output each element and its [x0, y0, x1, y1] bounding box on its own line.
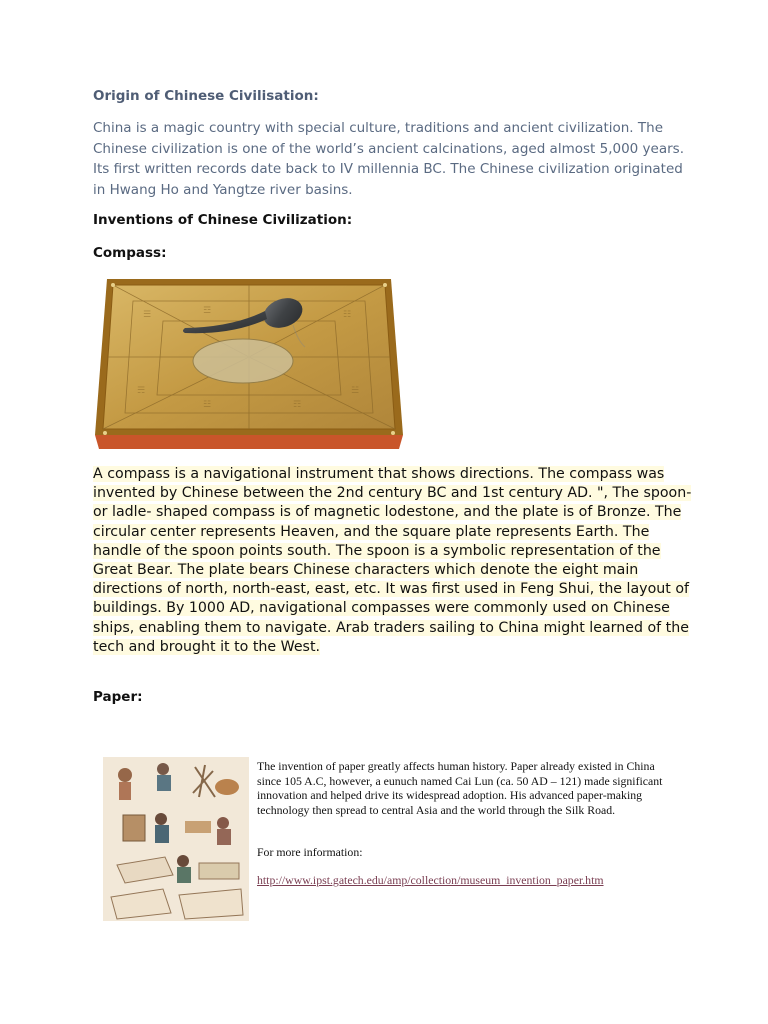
- more-information-label: For more information:: [257, 845, 363, 859]
- compass-paragraph-text: A compass is a navigational instrument that shows directions. The compass was invented by Chinese between the 2nd century BC and 1st century AD. ", The spoon- or ladle- shaped compass is of magnetic lodestone, and the plate is of Bronze. The circular center represents Heaven, and the square plate represents Earth. The handle of the spoon points south. The spoon is a symbolic representation of the Great Bear. The plate bears Chinese characters which denote the eight main directions of north, north-east, east, etc. It was first used in Feng Shui, the layout of buildings. By 1000 AD, navigational compasses were commonly used on Chinese ships, enabling them to navigate. Arab traders sailing to China might learned of the tech and brought it to the West.: [93, 466, 692, 655]
- svg-text:☳: ☳: [203, 400, 212, 410]
- svg-text:☰: ☰: [143, 310, 152, 320]
- svg-text:☲: ☲: [203, 306, 212, 316]
- origin-heading: Origin of Chinese Civilisation:: [93, 88, 319, 104]
- compass-image: [93, 273, 405, 453]
- paper-heading: Paper:: [93, 689, 143, 705]
- svg-text:☴: ☴: [137, 386, 146, 396]
- paper-paragraph: The invention of paper greatly affects human history. Paper already existed in China since 105 A.C, however, a eunuch named Cai Lun (ca. 50 AD – 121) made significant innovation and helped drive its widespread adoption. His advanced paper-making technology then spread to central Asia and the world through the Silk Road.: [257, 759, 663, 817]
- svg-text:☷: ☷: [343, 310, 352, 320]
- inventions-heading: Inventions of Chinese Civilization:: [93, 212, 353, 228]
- compass-heading: Compass:: [93, 245, 167, 261]
- origin-paragraph: China is a magic country with special culture, traditions and ancient civilization. The Chinese civilization is one of the world’s ancient calcinations, aged almost 5,000 years. Its first written records date back to IV millennia BC. The Chinese civilization originated in Hwang Ho and Yangtze river basins.: [93, 120, 684, 198]
- paper-history-link[interactable]: http://www.ipst.gatech.edu/amp/collection/museum_invention_paper.htm: [257, 873, 604, 887]
- svg-text:☱: ☱: [351, 386, 360, 396]
- svg-text:☶: ☶: [293, 400, 302, 410]
- compass-paragraph: [93, 465, 693, 657]
- papermaking-illustration: [103, 757, 249, 921]
